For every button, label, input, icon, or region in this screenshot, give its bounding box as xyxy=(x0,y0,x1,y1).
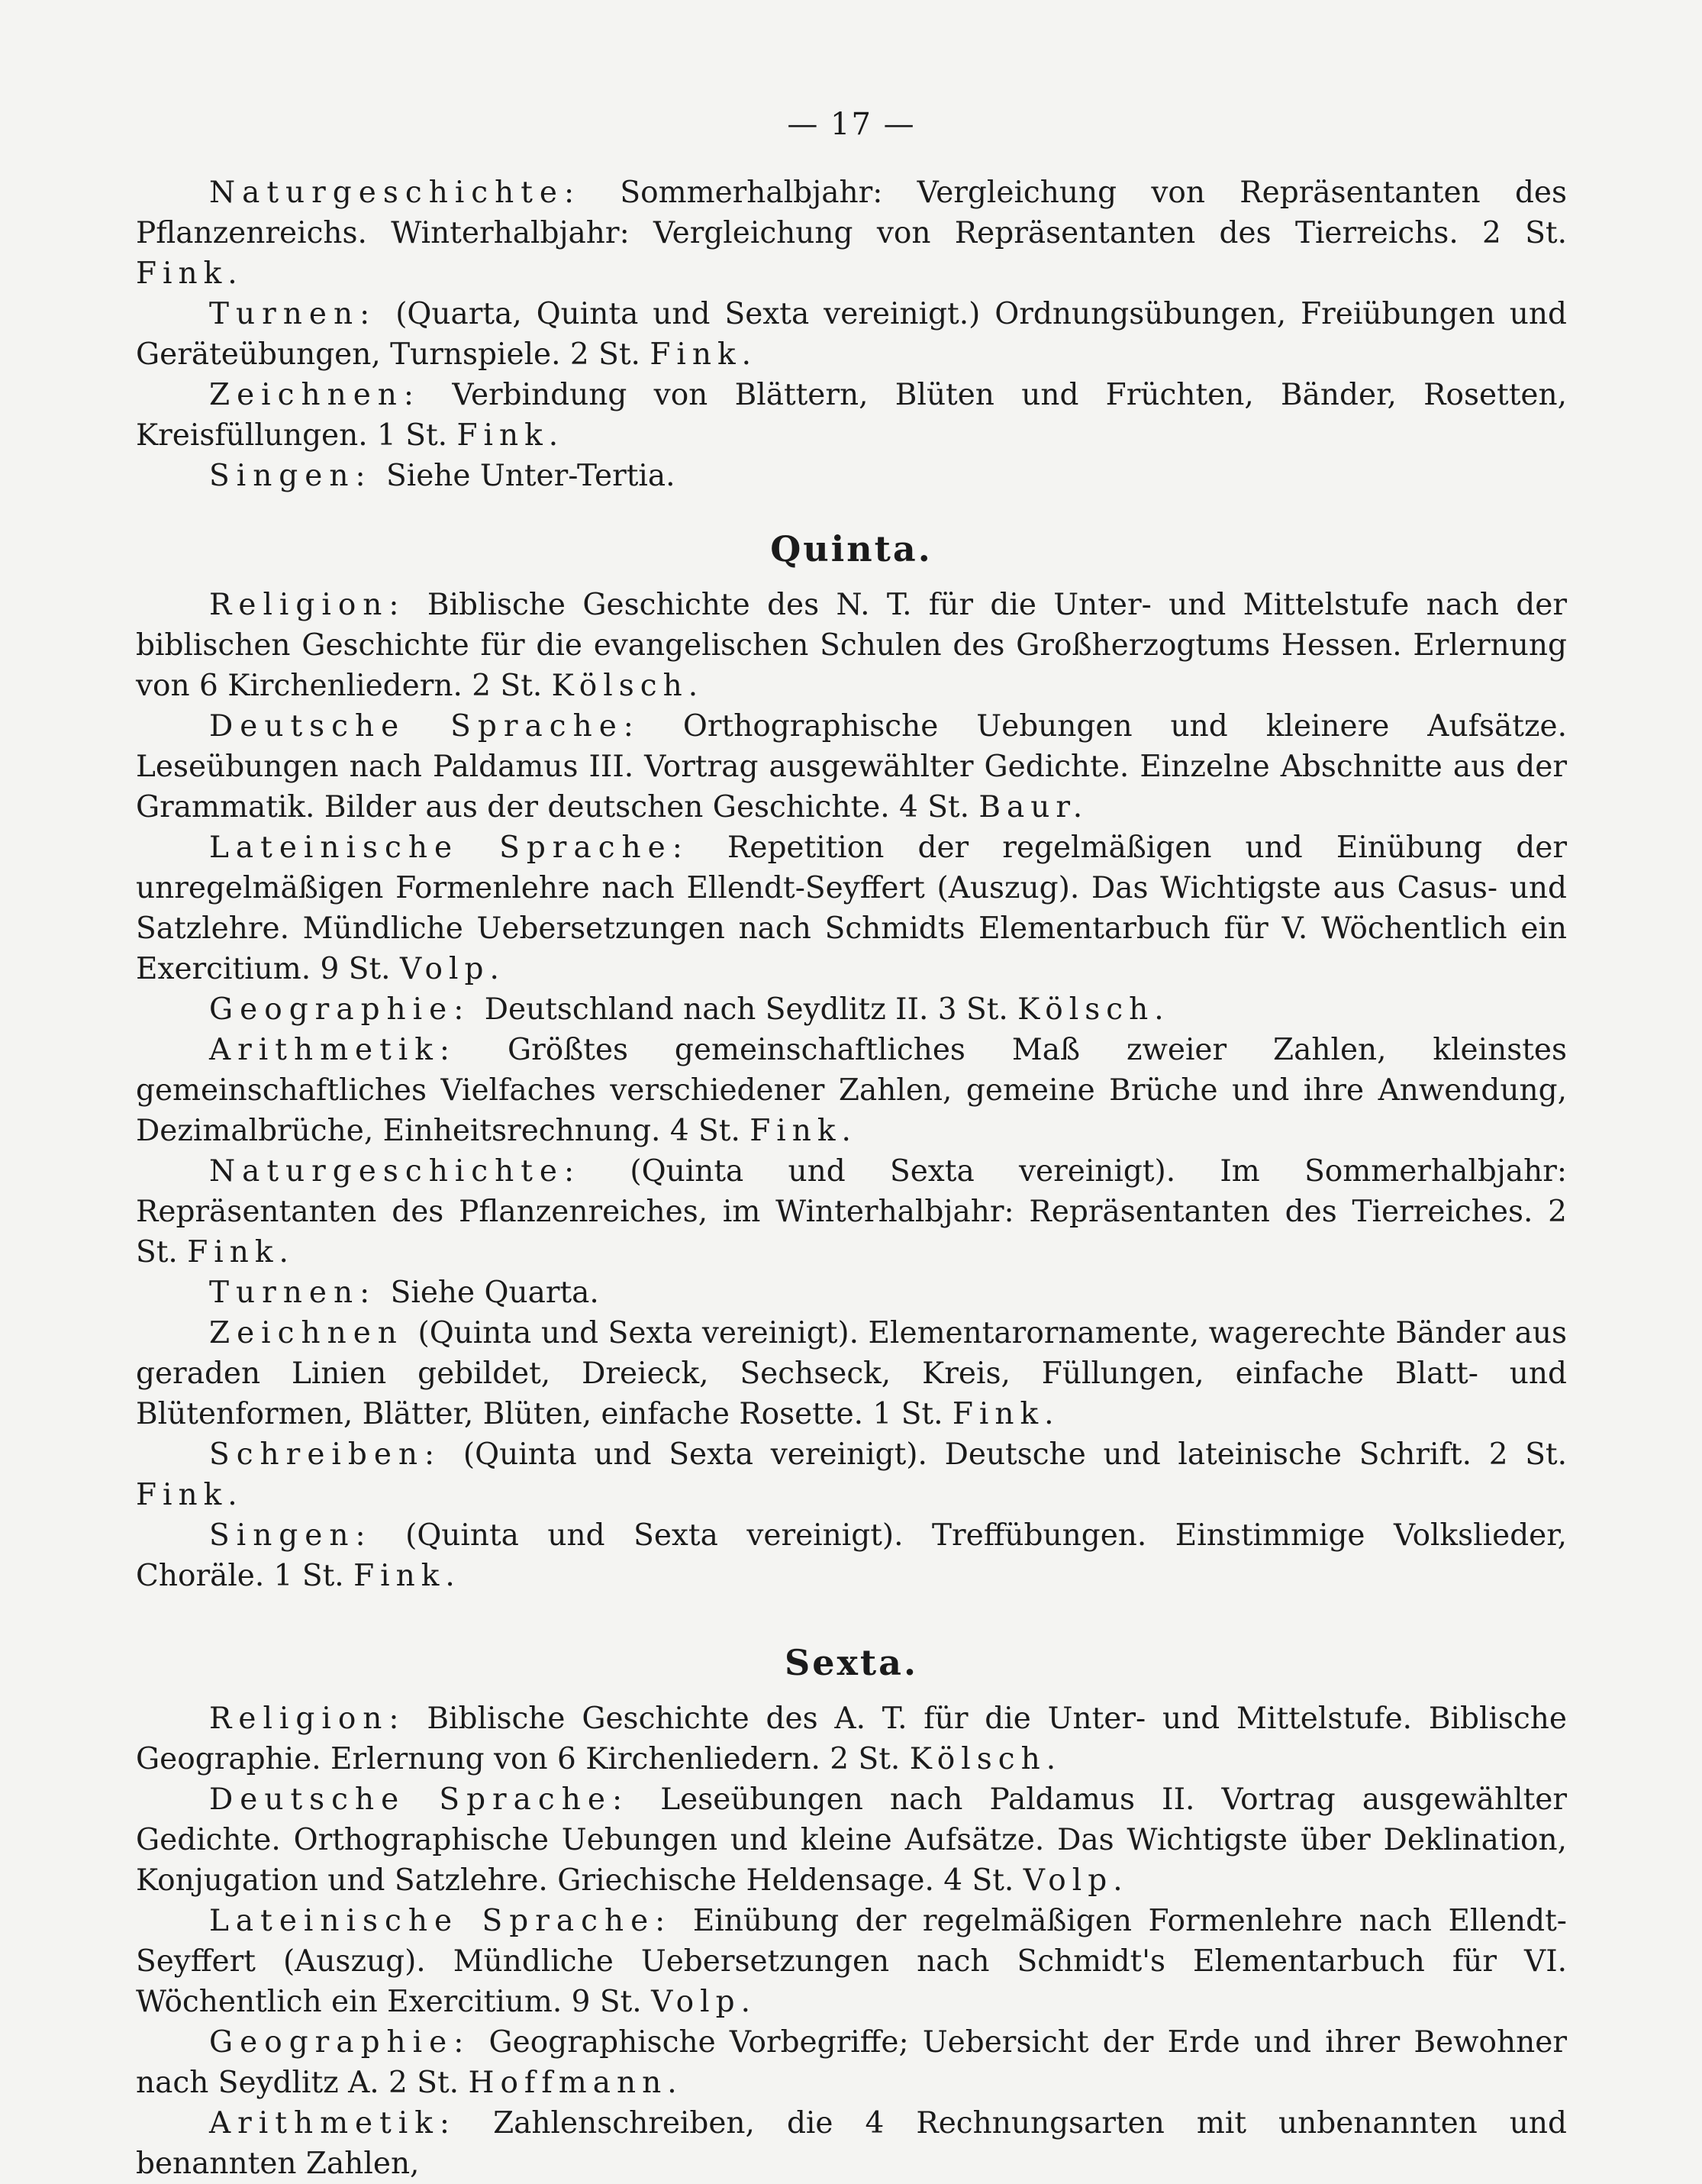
subject-label: Naturgeschichte: xyxy=(209,176,582,210)
subject-label: Turnen: xyxy=(209,1276,377,1310)
paragraph-naturgeschichte-quinta xyxy=(136,1151,1567,1273)
paragraph-text: Einübung der regelmäßigen Formenlehre nach Ellendt-Seyffert (Auszug). Mündliche Uebersetzungen nach Schmidt's Elementarbuch für VI. Wöchentlich ein Exercitium. 9 St. xyxy=(136,1904,1567,2019)
teacher-name: Fink. xyxy=(136,1478,243,1512)
teacher-name: Fink. xyxy=(749,1114,857,1148)
paragraph-text: Deutschland nach Seydlitz II. 3 St. xyxy=(475,992,1018,1027)
subject-label: Zeichnen: xyxy=(209,378,421,412)
teacher-name: Fink. xyxy=(187,1235,295,1269)
paragraph-religion-quinta xyxy=(136,585,1567,706)
teacher-name: Fink. xyxy=(952,1397,1060,1431)
subject-label: Geographie: xyxy=(209,992,471,1027)
paragraph-text: (Quinta und Sexta vereinigt). Deutsche und lateinische Schrift. 2 St. xyxy=(446,1437,1567,1472)
paragraph-turnen-quarta xyxy=(136,294,1567,375)
subject-label: Singen: xyxy=(209,459,372,493)
subject-label: Schreiben: xyxy=(209,1437,442,1472)
paragraph-religion-sexta xyxy=(136,1698,1567,1779)
subject-label: Lateinische Sprache: xyxy=(209,831,689,865)
paragraph-arithmetik-quinta xyxy=(136,1030,1567,1151)
paragraph-deutsch-quinta xyxy=(136,706,1567,827)
paragraph-text: Sommerhalbjahr: Vergleichung von Repräsentanten des Pflanzenreichs. Winterhalbjahr: Vergleichung von Repräsentanten des Tierreichs. 2 St. xyxy=(136,176,1567,250)
subject-label: Turnen: xyxy=(209,297,377,331)
paragraph-text: Zahlenschreiben, die 4 Rechnungsarten mit unbenannten und benannten Zahlen, xyxy=(136,2106,1567,2181)
teacher-name: Volp. xyxy=(399,952,505,986)
subject-label: Geographie: xyxy=(209,2025,471,2060)
paragraph-text: (Quinta und Sexta vereinigt). Elementarornamente, wagerechte Bänder aus geraden Linien gebildet, Dreieck, Sechseck, Kreis, Füllungen, einfache Blatt- und Blütenformen, Blätter, Blüten, einfache Rosette. 1 St. xyxy=(136,1316,1567,1431)
document-page xyxy=(136,98,1567,2184)
paragraph-text: Siehe Unter-Tertia. xyxy=(376,459,675,493)
teacher-name: Volp. xyxy=(1023,1863,1129,1898)
teacher-name: Fink. xyxy=(650,337,758,372)
paragraph-turnen-quinta xyxy=(136,1273,1567,1313)
subject-label: Lateinische Sprache: xyxy=(209,1904,672,1938)
paragraph-text: (Quinta und Sexta vereinigt). Treffübungen. Einstimmige Volkslieder, Choräle. 1 St. xyxy=(136,1518,1567,1593)
section-heading-sexta: Sexta. xyxy=(785,1642,918,1683)
paragraph-text: Geographische Vorbegriffe; Uebersicht der Erde und ihrer Bewohner nach Seydlitz A. 2 St. xyxy=(136,2025,1567,2100)
paragraph-geographie-sexta xyxy=(136,2022,1567,2103)
subject-label: Arithmetik: xyxy=(209,1033,457,1067)
subject-label: Naturgeschichte: xyxy=(209,1154,582,1189)
paragraph-latein-sexta xyxy=(136,1901,1567,2022)
subject-label: Religion: xyxy=(209,588,406,622)
paragraph-text: Größtes gemeinschaftliches Maß zweier Zahlen, kleinstes gemeinschaftliches Vielfaches verschiedener Zahlen, gemeine Brüche und ihre Anwendung, Dezimalbrüche, Einheitsrechnung. 4 St. xyxy=(136,1033,1567,1148)
paragraph-text: Siehe Quarta. xyxy=(381,1276,599,1310)
paragraph-text: Biblische Geschichte des N. T. für die Unter- und Mittelstufe nach der biblischen Geschichte für die evangelischen Schulen des Großherzogtums Hessen. Erlernung von 6 Kirchenliedern. 2 St. xyxy=(136,588,1567,703)
page-number: — 17 — xyxy=(787,107,916,142)
paragraph-zeichnen-quinta xyxy=(136,1313,1567,1434)
paragraph-singen-quinta xyxy=(136,1515,1567,1596)
teacher-name: Volp. xyxy=(651,1985,756,2019)
teacher-name: Kölsch. xyxy=(1017,992,1170,1027)
subject-label: Singen: xyxy=(209,1518,372,1553)
teacher-name: Hoffmann. xyxy=(468,2066,683,2100)
paragraph-singen-quarta xyxy=(136,456,1567,496)
paragraph-latein-quinta xyxy=(136,827,1567,989)
subject-label: Deutsche Sprache: xyxy=(209,709,640,744)
paragraph-arithmetik-sexta xyxy=(136,2103,1567,2184)
paragraph-deutsch-sexta xyxy=(136,1779,1567,1901)
teacher-name: Kölsch. xyxy=(909,1742,1062,1776)
paragraph-text: (Quarta, Quinta und Sexta vereinigt.) Ordnungsübungen, Freiübungen und Geräteübungen, Turnspiele. 2 St. xyxy=(136,297,1567,372)
paragraph-text: Repetition der regelmäßigen und Einübung der unregelmäßigen Formenlehre nach Ellendt-Seyffert (Auszug). Das Wichtigste aus Casus- und Satzlehre. Mündliche Uebersetzungen nach Schmidts Elementarbuch für V. Wöchentlich ein Exercitium. 9 St. xyxy=(136,831,1567,986)
paragraph-geographie-quinta xyxy=(136,989,1567,1030)
subject-label: Zeichnen xyxy=(209,1316,404,1350)
paragraph-zeichnen-quarta xyxy=(136,375,1567,456)
paragraph-naturgeschichte-quarta xyxy=(136,173,1567,294)
teacher-name: Fink. xyxy=(136,256,243,291)
subject-label: Deutsche Sprache: xyxy=(209,1782,630,1817)
subject-label: Religion: xyxy=(209,1702,406,1736)
teacher-name: Baur. xyxy=(978,790,1089,824)
section-heading-quinta: Quinta. xyxy=(770,528,933,569)
subject-label: Arithmetik: xyxy=(209,2106,457,2140)
paragraph-text: Leseübungen nach Paldamus II. Vortrag ausgewählter Gedichte. Orthographische Uebungen und kleine Aufsätze. Das Wichtigste über Deklination, Konjugation und Satzlehre. Griechische Heldensage. 4 St. xyxy=(136,1782,1567,1898)
paragraph-text: Verbindung von Blättern, Blüten und Früchten, Bänder, Rosetten, Kreisfüllungen. 1 St. xyxy=(136,378,1567,453)
paragraph-text: (Quinta und Sexta vereinigt). Im Sommerhalbjahr: Repräsentanten des Pflanzenreiches, im Winterhalbjahr: Repräsentanten des Tierreiches. 2 St. xyxy=(136,1154,1567,1269)
teacher-name: Fink. xyxy=(456,418,565,453)
paragraph-text: Orthographische Uebungen und kleinere Aufsätze. Leseübungen nach Paldamus III. Vortrag ausgewählter Gedichte. Einzelne Abschnitte aus der Grammatik. Bilder aus der deutschen Geschichte. 4 St. xyxy=(136,709,1567,824)
teacher-name: Fink. xyxy=(353,1559,461,1593)
paragraph-text: Biblische Geschichte des A. T. für die Unter- und Mittelstufe. Biblische Geographie. Erlernung von 6 Kirchenliedern. 2 St. xyxy=(136,1702,1567,1776)
teacher-name: Kölsch. xyxy=(551,669,704,703)
paragraph-schreiben-quinta xyxy=(136,1434,1567,1515)
